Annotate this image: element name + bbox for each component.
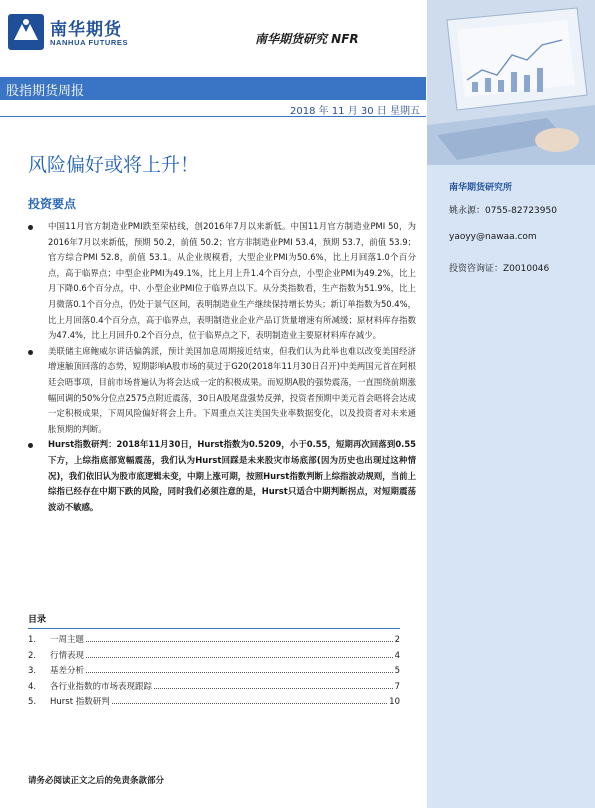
toc-item-label: 一周主题 xyxy=(50,635,85,645)
toc-item[interactable] xyxy=(28,633,400,649)
nanhua-logo-icon xyxy=(8,14,44,50)
toc-item-number: 2. xyxy=(28,650,37,661)
toc-leader xyxy=(112,703,387,704)
toc-leader xyxy=(86,641,393,642)
bullet-dot-icon xyxy=(28,225,33,230)
key-point-hurst xyxy=(26,437,416,515)
toc-item-number: 1. xyxy=(28,635,37,645)
side-panel xyxy=(427,0,595,808)
key-point-text: 美联储主席鲍威尔讲话偏鸽派，预计美国加息周期接近结束，但我们认为此举也难以改变美国经济增速触顶回落的态势，短期影响A股市场的莫过于G20(2018年11月30日召开)中美两国元首在阿根廷会晤事项，目前市场普遍认为将会达成一定的积极成果。而短期A股的强势震荡，一直围绕前期涨幅回调的50%分位点2575点附近震荡，30日A股尾盘强势反弹，投资者预期中美元首会晤将会达成一定积极成果，下周风险偏好将会上升。下周重点关注美国失业率数据变化，以及投资者对未来通胀预期的判断。 xyxy=(48,345,416,434)
toc-item[interactable] xyxy=(28,680,400,696)
analyst-email[interactable]: yaoyy@nawaa.com xyxy=(449,232,537,242)
toc-item-page: 7 xyxy=(394,681,400,692)
toc-item-page: 5 xyxy=(394,666,400,677)
key-points-heading: 投资要点 xyxy=(28,197,77,211)
toc-item-page: 4 xyxy=(394,650,400,661)
toc-leader xyxy=(86,657,393,658)
toc-item[interactable] xyxy=(28,649,400,665)
nanhua-logo xyxy=(8,14,168,56)
toc-item-number: 5. xyxy=(28,697,37,708)
toc-item[interactable] xyxy=(28,664,400,680)
laptop-photo-icon xyxy=(427,0,595,165)
toc-item-page: 2 xyxy=(394,635,400,645)
report-type-bar xyxy=(0,77,426,100)
report-type: 股指期货周报 xyxy=(6,84,85,99)
toc-heading: 目录 xyxy=(28,612,400,629)
date-line xyxy=(0,100,426,117)
toc-item-label: 行情表现 xyxy=(50,650,85,661)
key-point-fed xyxy=(26,344,416,438)
logo-english-name: NANHUA FUTURES xyxy=(50,38,129,47)
toc-item-number: 3. xyxy=(28,666,37,677)
toc-item-page: 10 xyxy=(389,697,400,708)
research-brand: 南华期货研究 NFR xyxy=(255,32,359,46)
toc-item[interactable] xyxy=(28,695,400,711)
investment-license: 投资咨询证：Z0010046 xyxy=(449,264,550,274)
logo-chinese-name: 南华期货 xyxy=(50,20,122,40)
analyst-contact: 姚永源：0755-82723950 xyxy=(449,206,557,216)
report-date: 2018 年 11 月 30 日 星期五 xyxy=(290,106,420,117)
toc-item-label: 基差分析 xyxy=(50,666,85,677)
bullet-dot-icon xyxy=(28,350,33,355)
disclaimer-footer: 请务必阅读正文之后的免责条款部分 xyxy=(28,776,165,786)
key-point-text: 中国11月官方制造业PMI跌至荣枯线，创2016年7月以来新低。中国11月官方制造业PMI 50，为2016年7月以来新低，预期 50.2，前值 50.2；官方非制造业PMI 53.4，预期 53.7，前值 53.9；官方综合PMI 52.8，前值 53.1。从企业规模看，大型企业PMI为50.6%，比上月回落1.0个百分点，高于临界点；中型企业PMI为49.1%，比上月上升1.4个百分点，小型企业PMI为49.2%，比上月下降0.6个百分点，中、小型企业PMI位于临界点以下。从分类指数看，生产指数为51.9%，比上月微落0.1个百分点，仍处于景气区间，表明制造业生产继续保持增长势头；新订单指数为50.4%，比上月回落0.4个百分点，高于临界点，表明制造业企业产品订货量增速有所减缓；原材料库存指数为47.4%，比上月回升0.2个百分点，位于临界点之下，表明制造业主要原材料库存减少。 xyxy=(48,221,416,341)
toc-leader xyxy=(154,688,393,689)
key-points-list xyxy=(26,219,416,515)
toc-item-number: 4. xyxy=(28,681,37,692)
toc-item-label: Hurst 指数研判 xyxy=(50,697,110,708)
key-point-text: Hurst指数研判：2018年11月30日，Hurst指数为0.5209，小于0.55，短期再次回落到0.55下方，上综指底部宽幅震荡，我们认为Hurst回踩是未来股灾市场底部(因为历史也出现过这种情况)，我们依旧认为股市底逻辑未变，中期上涨可期，按照Hurst指数判断上综指波动规则，当前上综指已经存在中期下跌的风险，同时我们必须注意的是，Hurst只适合中期判断拐点，对短期震荡波动不敏感。 xyxy=(48,439,416,512)
report-title: 风险偏好或将上升！ xyxy=(28,154,200,176)
toc-leader xyxy=(86,672,393,673)
key-point-pmi xyxy=(26,219,416,344)
table-of-contents xyxy=(28,612,400,711)
research-institute: 南华期货研究所 xyxy=(449,183,513,193)
bullet-dot-icon xyxy=(28,443,33,448)
toc-item-label: 各行业指数的市场表现跟踪 xyxy=(50,681,153,692)
